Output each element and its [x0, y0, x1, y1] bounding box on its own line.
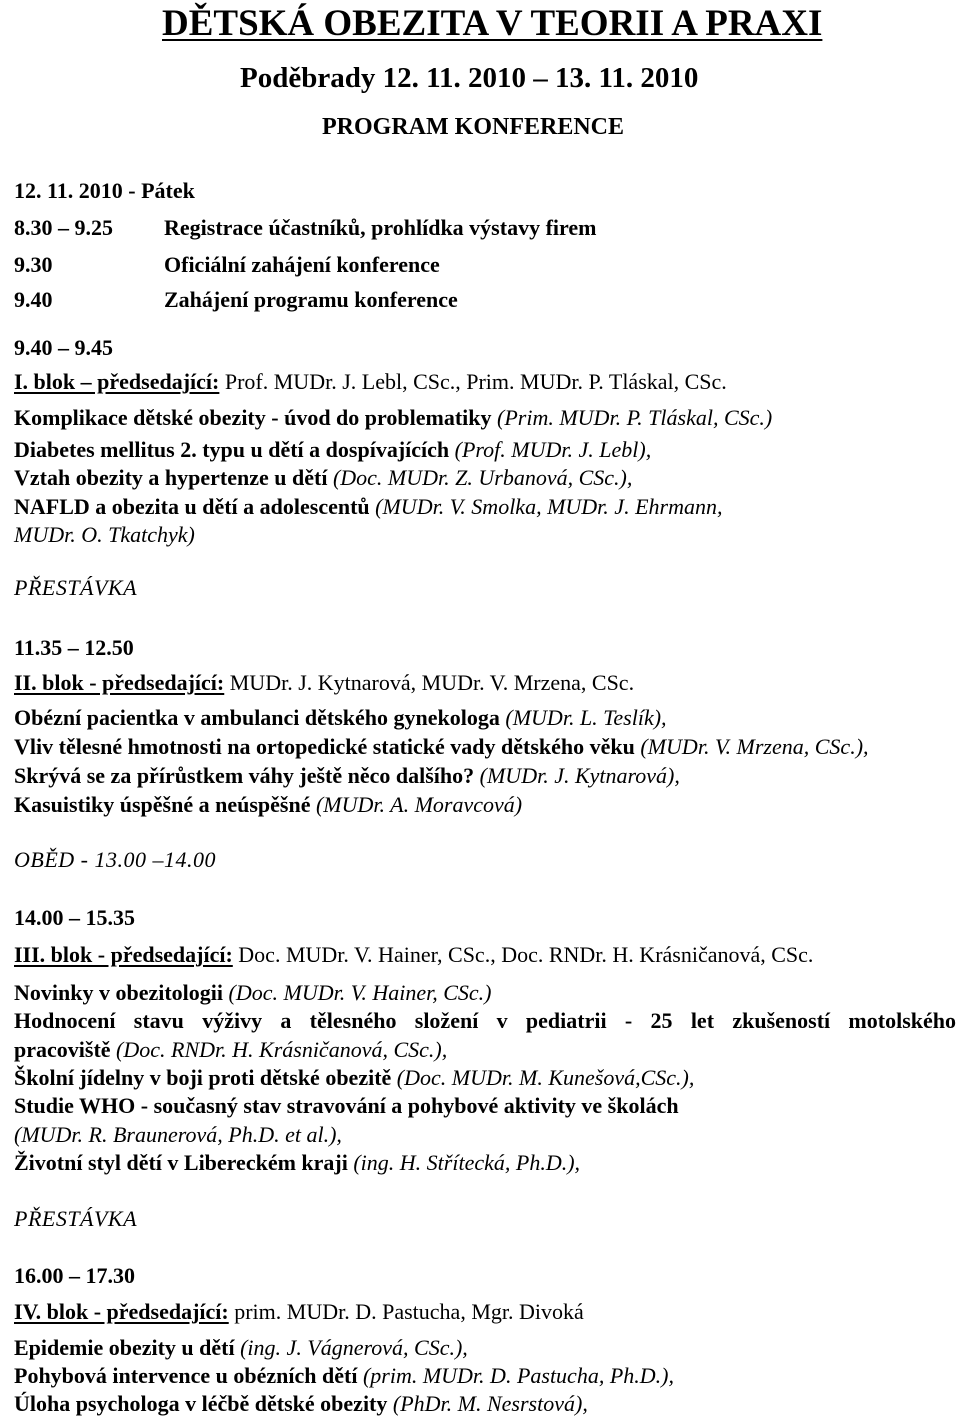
program-heading: PROGRAM KONFERENCE	[322, 114, 624, 140]
schedule-text: Registrace účastníků, prohlídka výstavy firem	[164, 215, 597, 240]
block-chairs	[14, 942, 813, 967]
talk-author: (Doc. RNDr. H. Krásničanová, CSc.),	[116, 1037, 448, 1062]
talk-author: (MUDr. V. Mrzena, CSc.),	[640, 734, 869, 759]
schedule-text: Zahájení programu konference	[164, 287, 458, 312]
block-time: 9.40 – 9.45	[14, 335, 113, 360]
schedule-row	[14, 287, 458, 312]
talk-title: Vztah obezity a hypertenze u dětí	[14, 465, 333, 490]
talk-title: Skrývá se za přírůstkem váhy ještě něco dalšího?	[14, 763, 480, 788]
schedule-row	[14, 215, 596, 240]
block-time: 16.00 – 17.30	[14, 1263, 135, 1288]
talk-item	[14, 465, 632, 490]
talk-author: (PhDr. M. Nesrstová),	[392, 1391, 588, 1416]
block-label: IV. blok - předsedající:	[14, 1299, 229, 1324]
talk-author: (Doc. MUDr. M. Kunešová,CSc.),	[396, 1065, 695, 1090]
schedule-time: 9.30	[14, 252, 53, 277]
talk-item	[14, 980, 491, 1005]
talk-item	[14, 1363, 674, 1388]
talk-item	[14, 763, 680, 788]
talk-author: (prim. MUDr. D. Pastucha, Ph.D.),	[362, 1363, 674, 1388]
block-chairs	[14, 1299, 584, 1324]
talk-title: Úloha psychologa v léčbě dětské obezity	[14, 1391, 393, 1416]
talk-author: (Doc. MUDr. V. Hainer, CSc.)	[228, 980, 492, 1005]
talk-title: pracoviště	[14, 1037, 117, 1062]
talk-author: (MUDr. R. Braunerová, Ph.D. et al.),	[14, 1122, 342, 1147]
chairs-names: MUDr. J. Kytnarová, MUDr. V. Mrzena, CSc.	[224, 670, 635, 695]
block-chairs	[14, 670, 634, 695]
talk-title: Komplikace dětské obezity - úvod do problematiky	[14, 405, 498, 430]
break-label: PŘESTÁVKA	[14, 1206, 138, 1231]
chairs-names: Prof. MUDr. J. Lebl, CSc., Prim. MUDr. P. Tláskal, CSc.	[219, 369, 727, 394]
block-chairs	[14, 369, 727, 394]
chairs-names: Doc. MUDr. V. Hainer, CSc., Doc. RNDr. H. Krásničanová, CSc.	[232, 942, 814, 967]
break-label: PŘESTÁVKA	[14, 575, 138, 600]
schedule-text: Oficiální zahájení konference	[164, 252, 440, 277]
schedule-row	[14, 252, 440, 277]
talk-author: (Doc. MUDr. Z. Urbanová, CSc.),	[332, 465, 633, 490]
talk-title: Novinky v obezitologii	[14, 980, 229, 1005]
block-label: II. blok - předsedající:	[14, 670, 225, 695]
talk-author: (ing. H. Střítecká, Ph.D.),	[353, 1150, 581, 1175]
talk-title: Studie WHO - současný stav stravování a pohybové aktivity ve školách	[14, 1093, 679, 1118]
talk-author: (MUDr. J. Kytnarová),	[479, 763, 680, 788]
document-title: DĚTSKÁ OBEZITA V TEORII A PRAXI	[162, 3, 823, 44]
talk-author: (Prof. MUDr. J. Lebl),	[454, 437, 652, 462]
talk-item	[14, 437, 651, 462]
talk-item	[14, 705, 667, 730]
talk-author: (ing. J. Vágnerová, CSc.),	[240, 1335, 468, 1360]
talk-item	[14, 405, 772, 430]
talk-title: NAFLD a obezita u dětí a adolescentů	[14, 494, 376, 519]
talk-title: Diabetes mellitus 2. typu u dětí a dospívajících	[14, 437, 455, 462]
talk-item	[14, 1335, 468, 1360]
talk-author: (MUDr. V. Smolka, MUDr. J. Ehrmann,	[375, 494, 723, 519]
talk-title: Kasuistiky úspěšné a neúspěšné	[14, 792, 316, 817]
talk-item	[14, 1065, 694, 1090]
talk-item	[14, 734, 869, 759]
block-label: I. blok – předsedající:	[14, 369, 220, 394]
talk-item	[14, 1391, 588, 1416]
day-heading: 12. 11. 2010 - Pátek	[14, 178, 195, 203]
talk-title: Pohybová intervence u obézních dětí	[14, 1363, 363, 1388]
talk-title: Školní jídelny v boji proti dětské obezitě	[14, 1065, 397, 1090]
talk-author: (MUDr. A. Moravcová)	[315, 792, 523, 817]
talk-item	[14, 1037, 447, 1062]
schedule-time: 8.30 – 9.25	[14, 215, 113, 240]
talk-item	[14, 494, 722, 519]
talk-title: Hodnocení stavu výživy a tělesného složení v pediatrii - 25 let zkušeností motolského	[14, 1008, 956, 1033]
block-label: III. blok - předsedající:	[14, 942, 233, 967]
chairs-names: prim. MUDr. D. Pastucha, Mgr. Divoká	[228, 1299, 584, 1324]
block-time: 11.35 – 12.50	[14, 635, 134, 660]
talk-item	[14, 792, 522, 817]
talk-author: (MUDr. L. Teslík),	[505, 705, 667, 730]
talk-title: Vliv tělesné hmotnosti na ortopedické statické vady dětského věku	[14, 734, 641, 759]
talk-title: Životní styl dětí v Libereckém kraji	[14, 1150, 354, 1175]
block-time: 14.00 – 15.35	[14, 905, 135, 930]
talk-title: Epidemie obezity u dětí	[14, 1335, 241, 1360]
conference-dates: Poděbrady 12. 11. 2010 – 13. 11. 2010	[240, 62, 699, 94]
schedule-time: 9.40	[14, 287, 53, 312]
talk-author: (Prim. MUDr. P. Tláskal, CSc.)	[497, 405, 773, 430]
lunch-label: OBĚD - 13.00 –14.00	[14, 847, 216, 872]
talk-author-continued: MUDr. O. Tkatchyk)	[14, 522, 195, 547]
talk-title: Obézní pacientka v ambulanci dětského gynekologa	[14, 705, 506, 730]
talk-item	[14, 1150, 580, 1175]
